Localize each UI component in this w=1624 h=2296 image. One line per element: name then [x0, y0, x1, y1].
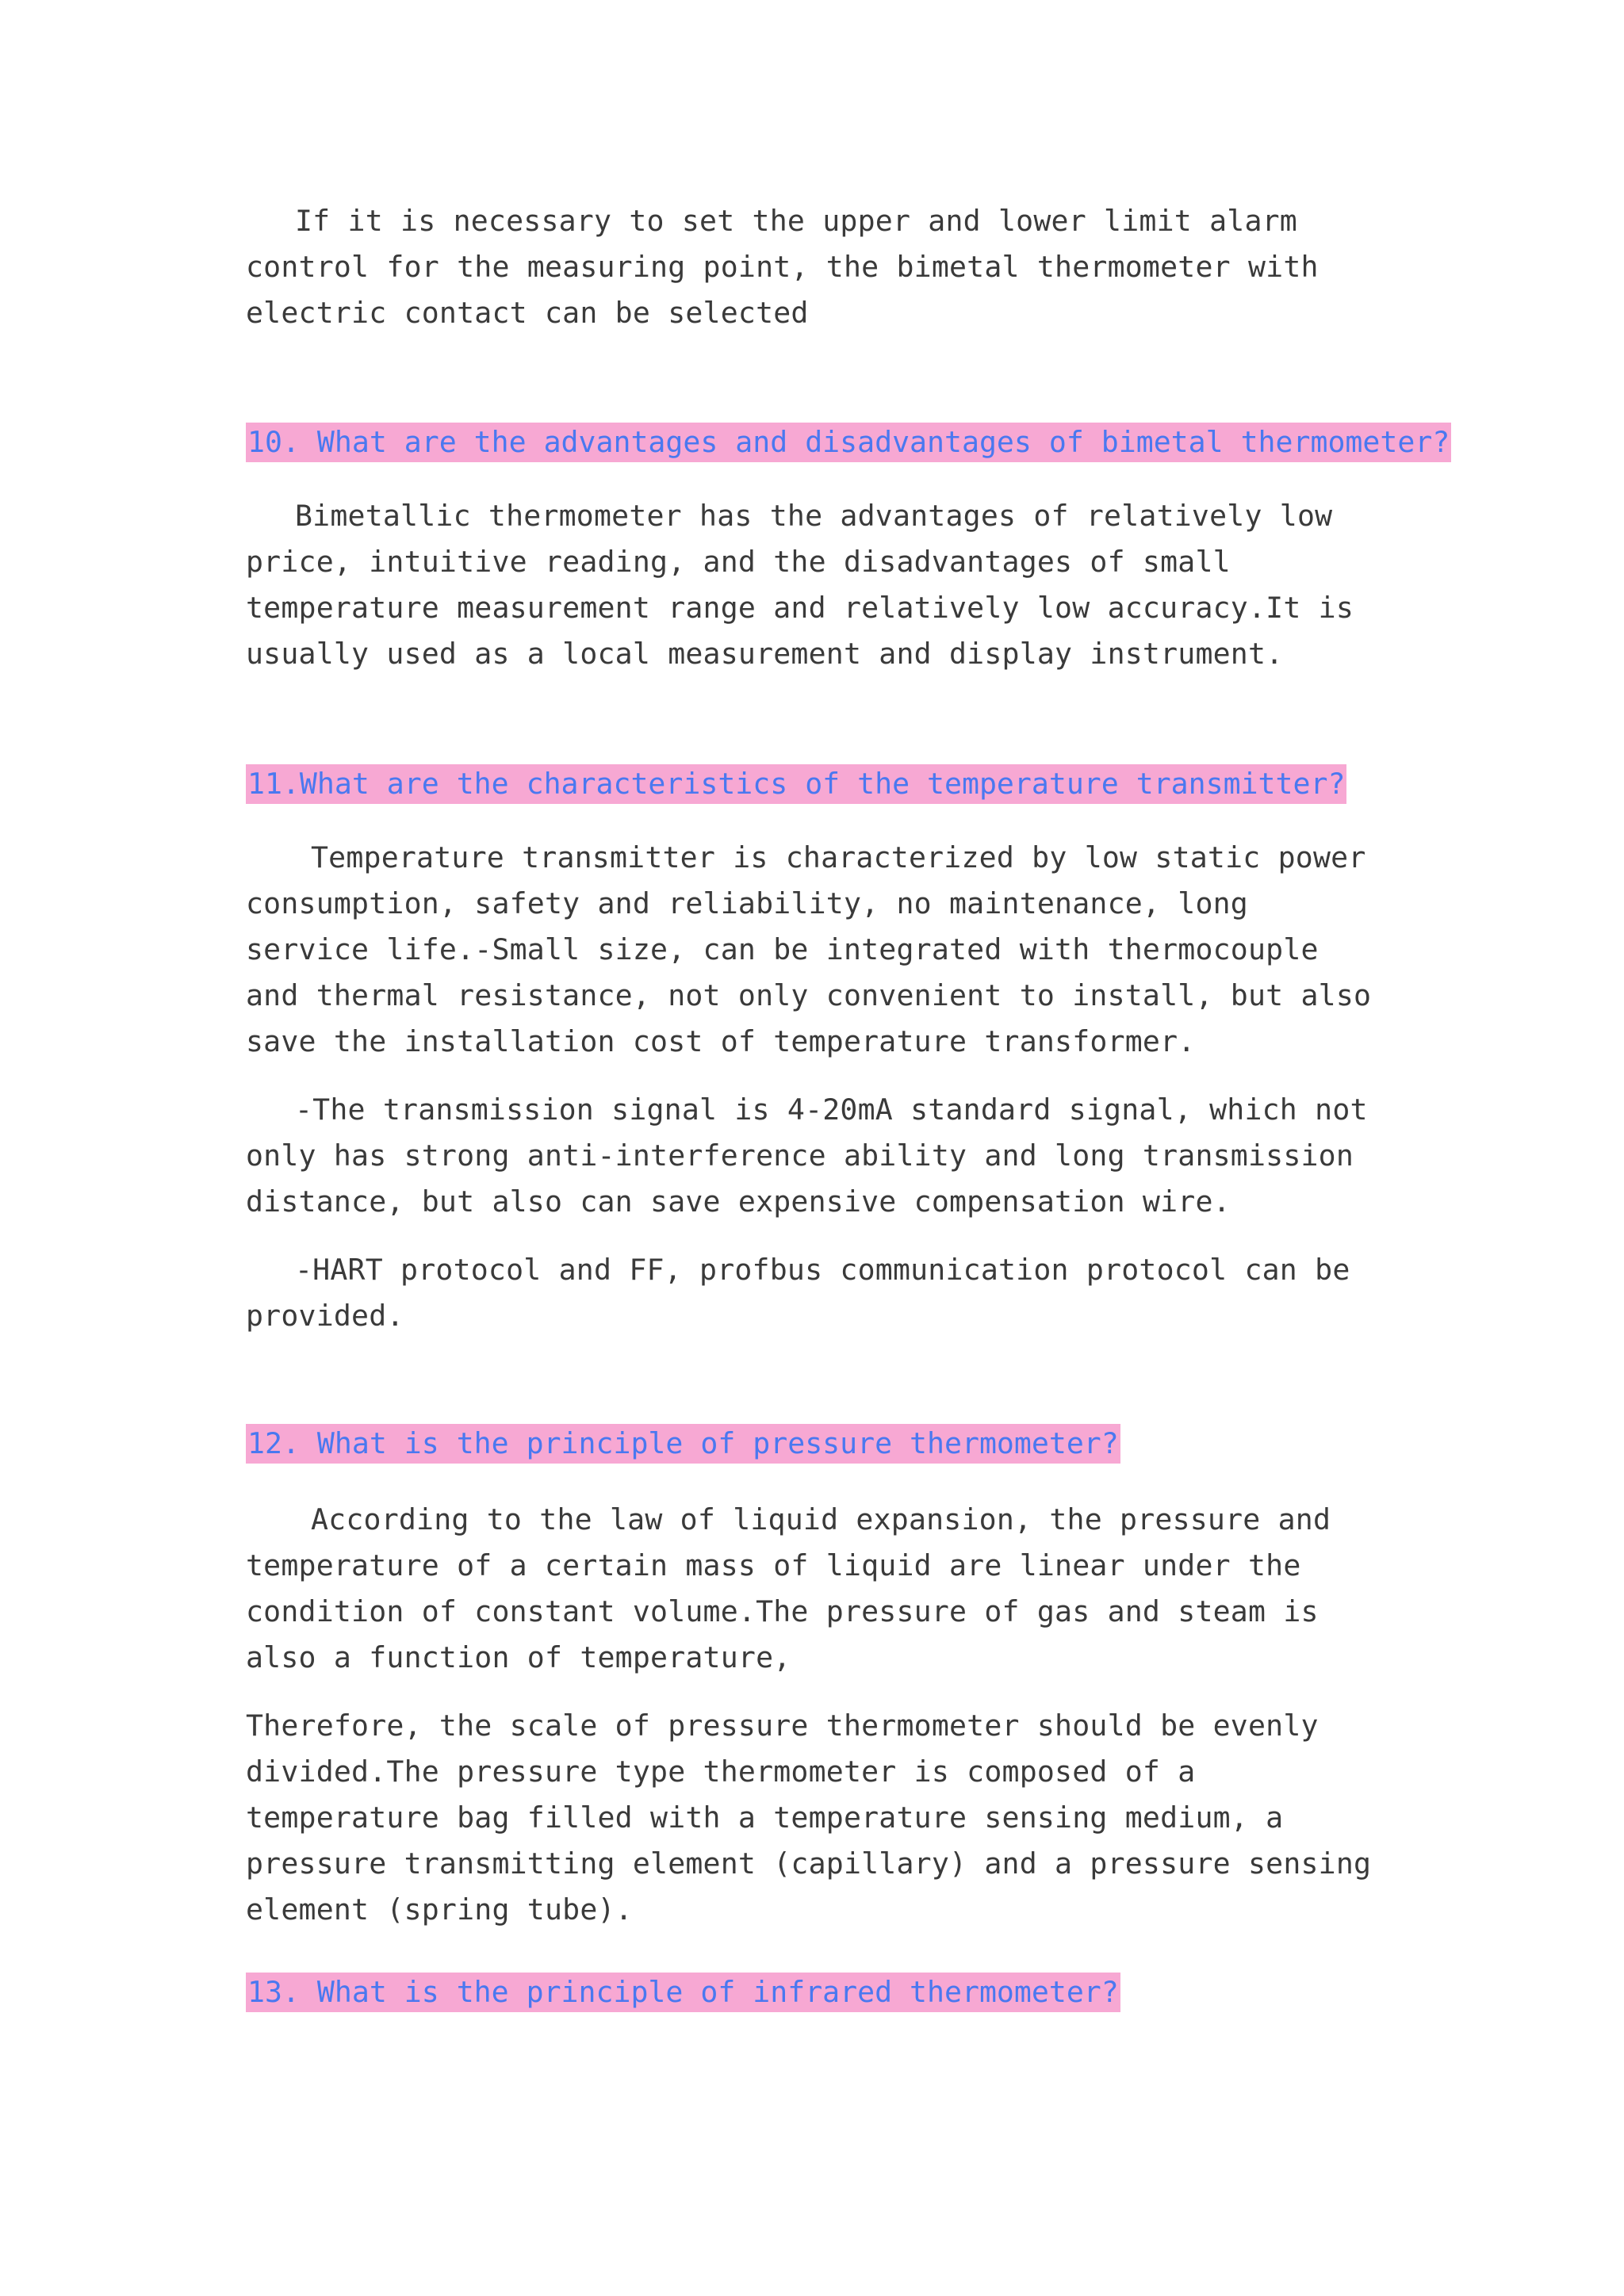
section-11-heading-block	[246, 764, 1346, 804]
section-12-heading-block	[246, 1424, 1120, 1464]
section-11-paragraph-2: -The transmission signal is 4-20mA standard signal, which not only has strong anti-interference ability and long transmission distance, but also can save expensive compensation wire.	[246, 1093, 1385, 1219]
section-heading: 10. What are the advantages and disadvantages of bimetal thermometer?	[246, 423, 1451, 462]
section-heading: 11.What are the characteristics of the temperature transmitter?	[246, 764, 1346, 804]
section-heading: 13. What is the principle of infrared thermometer?	[246, 1973, 1120, 2012]
section-11-paragraph-3: -HART protocol and FF, profbus communication protocol can be provided.	[246, 1253, 1368, 1333]
intro-paragraph: If it is necessary to set the upper and lower limit alarm control for the measuring point, the bimetal thermometer with electric contact can be selected	[246, 204, 1336, 330]
section-10-paragraph: Bimetallic thermometer has the advantages of relatively low price, intuitive reading, and the disadvantages of small temperature measurement range and relatively low accuracy.It is usually used as a local measurement and display instrument.	[246, 499, 1372, 671]
section-12-paragraph-2: Therefore, the scale of pressure thermometer should be evenly divided.The pressure type thermometer is composed of a temperature bag filled with a temperature sensing medium, a pressure transmitting element (capillary) and a pressure sensing element (spring tube).	[246, 1709, 1389, 1927]
section-12-paragraph-1: According to the law of liquid expansion, the pressure and temperature of a certain mass of liquid are linear under the condition of constant volume.The pressure of gas and steam is also a function of temperature,	[246, 1502, 1349, 1674]
section-10-heading-block	[246, 423, 1451, 462]
section-13-heading-block	[246, 1973, 1120, 2012]
section-11-paragraph-1: Temperature transmitter is characterized by low static power consumption, safety and reliability, no maintenance, long service life.-Small size, can be integrated with thermocouple and thermal resistance, not only convenient to install, but also save the installation cost of temperature transformer.	[246, 840, 1389, 1058]
section-heading: 12. What is the principle of pressure thermometer?	[246, 1424, 1120, 1464]
